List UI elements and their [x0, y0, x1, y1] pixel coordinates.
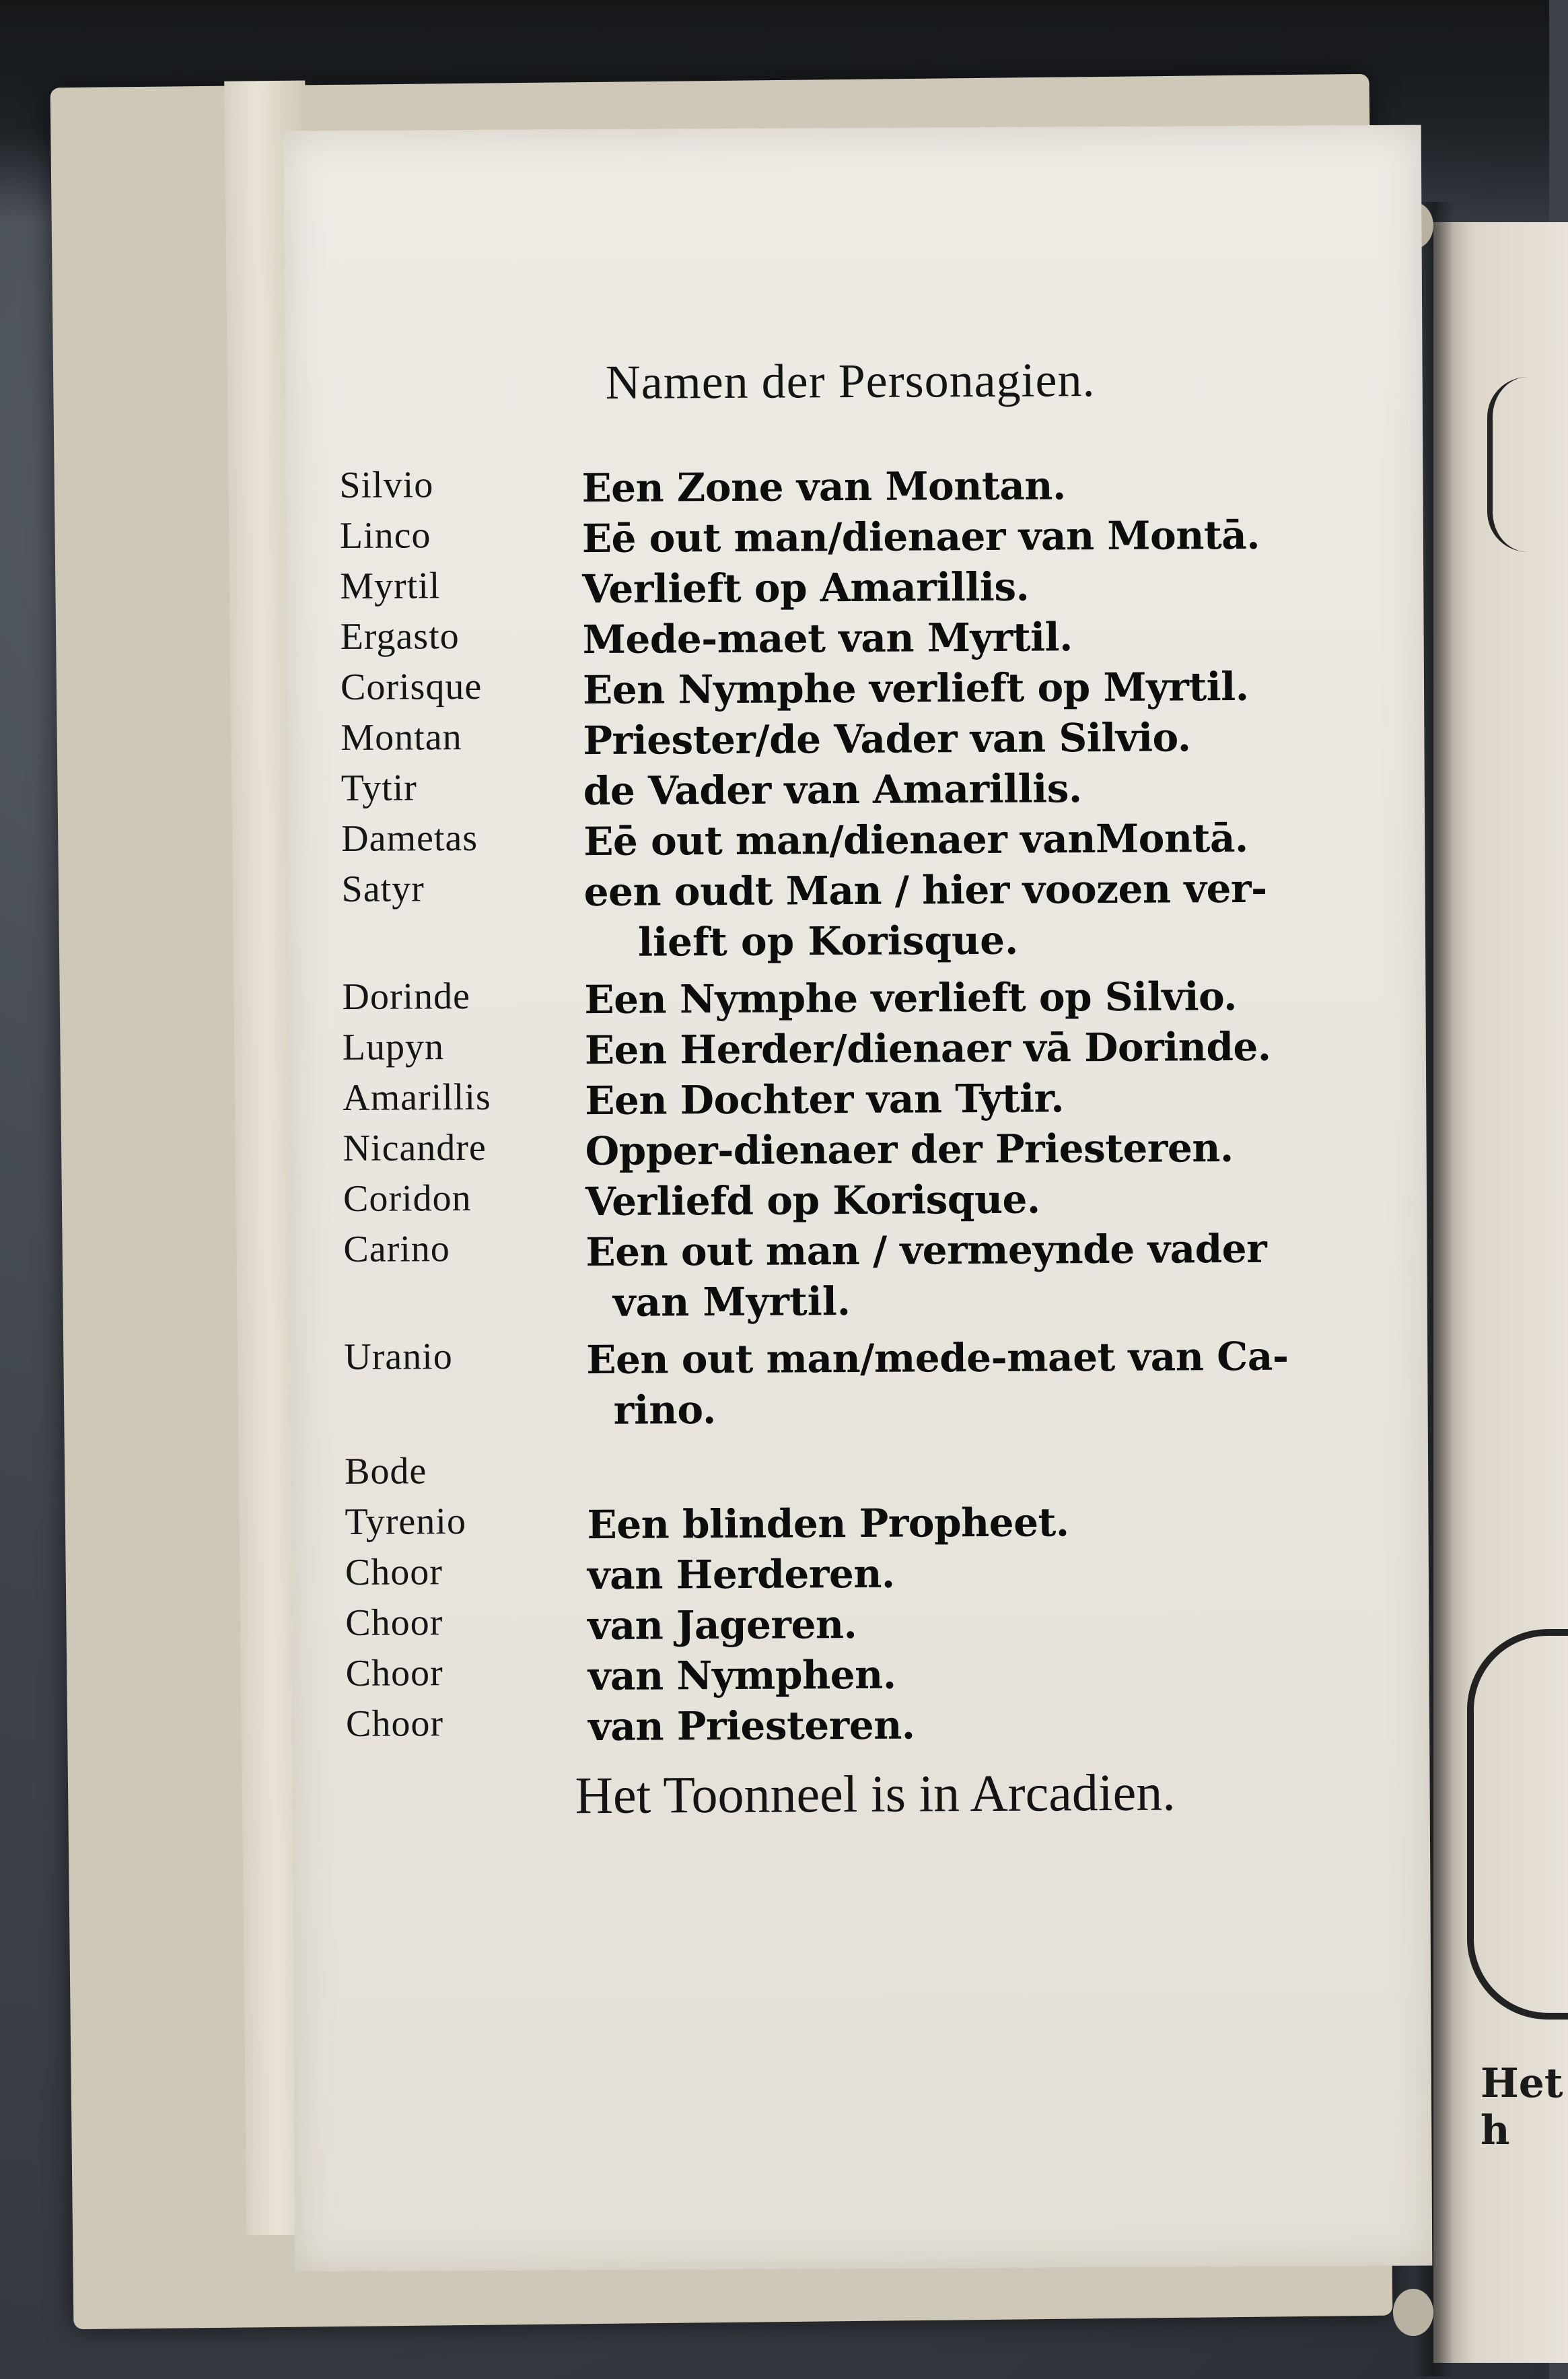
- role-row: [289, 1222, 1427, 1281]
- role-name: Silvio: [339, 464, 434, 507]
- role-description: Een Zone van Montan.: [581, 462, 1066, 512]
- role-row-continuation: [288, 913, 1425, 971]
- role-row: [292, 1647, 1429, 1705]
- role-description: Een Nymphe verlieft op Silvio.: [584, 973, 1238, 1023]
- role-description: Een out man / vermeynde vader: [585, 1225, 1267, 1276]
- role-row: [289, 1122, 1426, 1180]
- role-name: Amarillis: [343, 1076, 491, 1119]
- role-description: Mede-maet van Myrtil.: [582, 614, 1073, 663]
- role-name: Corisque: [340, 665, 483, 709]
- binding-thread-bottom: [1393, 2289, 1433, 2336]
- role-name: Choor: [345, 1601, 443, 1644]
- role-name: Tyrenio: [345, 1501, 467, 1543]
- role-name: Bode: [344, 1450, 427, 1492]
- role-name: Dametas: [341, 817, 478, 860]
- role-description: Verlieft op Amarillis.: [582, 563, 1030, 613]
- role-row: [292, 1697, 1429, 1756]
- role-name: Coridon: [343, 1177, 472, 1220]
- role-description: de Vader van Amarillis.: [583, 765, 1082, 815]
- role-row: [287, 711, 1424, 769]
- role-description: Een Nymphe verlieft op Myrtil.: [582, 663, 1249, 714]
- role-row: [289, 1021, 1426, 1079]
- role-name: Choor: [345, 1702, 444, 1745]
- role-row: [287, 862, 1425, 921]
- role-row-continuation: [290, 1381, 1427, 1439]
- role-row: [291, 1495, 1428, 1554]
- role-name: Carino: [343, 1228, 450, 1271]
- role-row: [286, 610, 1423, 668]
- role-description: Eē out man/dienaer vanMontā.: [583, 815, 1248, 865]
- role-row: [289, 1172, 1427, 1231]
- role-row: [287, 660, 1424, 719]
- role-name: Lupyn: [342, 1026, 445, 1069]
- role-row-continuation: [290, 1273, 1427, 1332]
- role-description: van Herderen.: [587, 1550, 895, 1599]
- role-row: [286, 509, 1423, 567]
- role-row: [286, 559, 1423, 618]
- role-name: Choor: [345, 1551, 443, 1593]
- role-description: van Nymphen.: [587, 1651, 896, 1700]
- role-description: van Priesteren.: [587, 1702, 915, 1750]
- role-name: Dorinde: [342, 975, 471, 1019]
- role-description: Eē out man/dienaer van Montā.: [581, 512, 1260, 562]
- role-row: [291, 1445, 1428, 1503]
- role-description: Priester/de Vader van Silvio.: [583, 714, 1191, 764]
- role-row: [291, 1546, 1429, 1604]
- role-row: [285, 458, 1423, 517]
- role-description-continuation: lieft op Korisque.: [637, 917, 1019, 965]
- role-row: [291, 1596, 1429, 1655]
- role-row: [288, 970, 1425, 1029]
- role-description: Verliefd op Korisque.: [585, 1176, 1040, 1225]
- role-name: Satyr: [341, 868, 425, 911]
- right-page-ornament-top: [1487, 377, 1560, 552]
- page-title: Namen der Personagien.: [605, 353, 1096, 409]
- role-description: Een out man/mede-maet van Ca-: [586, 1333, 1289, 1383]
- role-name: Choor: [345, 1652, 443, 1694]
- role-row: [289, 1071, 1426, 1130]
- role-description: een oudt Man / hier voozen ver-: [583, 865, 1267, 916]
- role-description: van Jageren.: [587, 1601, 857, 1649]
- right-page-text: Het h: [1481, 2060, 1563, 2154]
- role-name: Tytir: [341, 767, 418, 810]
- role-name: Montan: [341, 716, 462, 759]
- role-name: Uranio: [344, 1336, 453, 1379]
- right-page-ornament: [1467, 1629, 1568, 2020]
- page-content: [284, 125, 1433, 2272]
- role-row: [290, 1330, 1427, 1389]
- role-name: Ergasto: [340, 615, 460, 658]
- footer-note: Het Toonneel is in Arcadien.: [575, 1762, 1176, 1825]
- role-description: Een Dochter van Tytir.: [585, 1075, 1065, 1124]
- role-description-continuation: van Myrtil.: [612, 1278, 851, 1325]
- role-description: Een Herder/dienaer vā Dorinde.: [584, 1023, 1271, 1074]
- role-row: [287, 761, 1425, 820]
- role-name: Linco: [339, 514, 431, 557]
- role-description-continuation: rino.: [613, 1387, 717, 1433]
- role-name: Nicandre: [343, 1126, 487, 1170]
- role-row: [287, 812, 1425, 870]
- role-name: Myrtil: [340, 565, 441, 608]
- role-description: Een blinden Propheet.: [587, 1499, 1069, 1548]
- role-description: [587, 1445, 1381, 1449]
- role-description: Opper-dienaer der Priesteren.: [585, 1125, 1234, 1175]
